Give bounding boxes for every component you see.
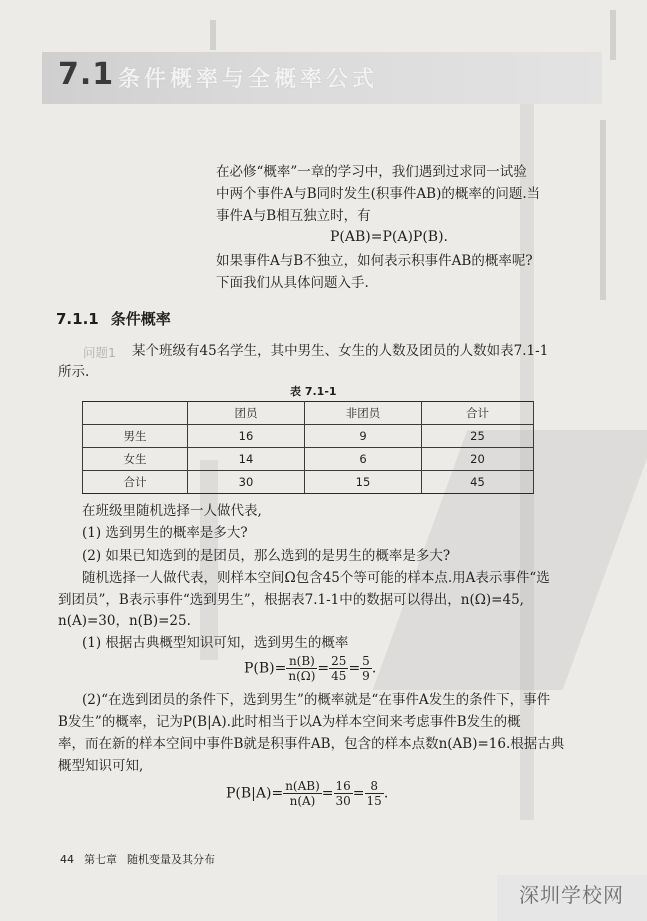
table-header-row	[83, 402, 534, 425]
table-cell: 45	[422, 471, 534, 494]
body-line: B发生”的概率，记为P(B|A).此时相当于以A为样本空间来考虑事件B发生的概	[58, 714, 521, 730]
table-cell: 男生	[83, 425, 188, 448]
formula-period: .	[383, 785, 389, 802]
background-watermark-stroke	[210, 20, 216, 50]
fraction-denominator: 15	[366, 794, 382, 808]
formula-text: =	[348, 660, 361, 677]
fraction	[286, 654, 317, 683]
probability-formula-1	[244, 654, 376, 683]
fraction	[329, 654, 348, 683]
fraction-numerator: 16	[335, 779, 351, 793]
formula-text: =	[321, 785, 334, 802]
formula-text: =	[352, 785, 365, 802]
chapter-title: 条件概率与全概率公式	[118, 67, 379, 92]
fraction	[283, 779, 322, 808]
fraction-numerator: 25	[331, 654, 347, 668]
fraction-denominator: 9	[362, 669, 370, 683]
table-cell: 合计	[83, 471, 188, 494]
fraction-denominator: n(A)	[289, 794, 316, 808]
table-header-cell: 非团员	[305, 402, 422, 425]
body-line: n(A)=30，n(B)=25.	[58, 613, 191, 629]
table-row	[83, 471, 534, 494]
fraction	[360, 654, 372, 683]
table-row	[83, 425, 534, 448]
chapter-number: 7.1	[58, 57, 115, 92]
background-watermark-stroke	[600, 120, 606, 300]
question-line: 某个班级有45名学生，其中男生、女生的人数及团员的人数如表7.1-1	[132, 343, 549, 359]
page-footer	[60, 851, 225, 867]
body-line: 随机选择一人做代表，则样本空间Ω包含45个等可能的样本点.用A表示事件“选	[82, 570, 550, 586]
fraction-numerator: n(B)	[286, 654, 317, 669]
site-watermark: 深圳学校网	[519, 883, 624, 907]
fraction-numerator: 5	[362, 654, 370, 668]
probability-formula-2	[226, 779, 388, 808]
table-cell: 15	[305, 471, 422, 494]
section-number: 7.1.1	[56, 310, 99, 328]
table-row	[83, 448, 534, 471]
body-line: 到团员”，B表示事件“选到男生”，根据表7.1-1中的数据可以得出，n(Ω)=45,	[58, 592, 524, 608]
formula-text: P(B)=	[244, 660, 287, 677]
footer-chapter-title: 随机变量及其分布	[127, 853, 215, 866]
table-cell: 25	[422, 425, 534, 448]
table-cell: 9	[305, 425, 422, 448]
formula-text: P(B|A)=	[226, 785, 284, 802]
page-number: 44	[60, 853, 74, 866]
fraction-denominator: 30	[335, 794, 351, 808]
fraction-denominator: n(Ω)	[288, 669, 316, 683]
fraction-denominator: 45	[331, 669, 347, 683]
table-cell: 女生	[83, 448, 188, 471]
intro-line: 在必修“概率”一章的学习中，我们遇到过求同一试验	[216, 164, 527, 180]
intro-line: 如果事件A与B不独立，如何表示积事件AB的概率呢?	[216, 253, 533, 269]
body-line: 率，而在新的样本空间中事件B就是积事件AB，包含的样本点数n(AB)=16.根据古典	[58, 736, 565, 752]
table-cell: 6	[305, 448, 422, 471]
body-line: (1) 选到男生的概率是多大?	[82, 525, 248, 541]
background-watermark-stroke	[610, 10, 616, 60]
formula-period: .	[371, 660, 377, 677]
table-header-cell	[83, 402, 188, 425]
data-table	[82, 401, 534, 494]
table-cell: 16	[188, 425, 305, 448]
fraction	[365, 779, 384, 808]
question-line: 所示.	[58, 364, 90, 380]
section-title: 条件概率	[110, 310, 171, 328]
table-caption: 表 7.1-1	[290, 385, 337, 398]
body-line: 在班级里随机选择一人做代表,	[82, 503, 262, 519]
body-line: (2) 如果已知选到的是团员，那么选到的是男生的概率是多大?	[82, 548, 451, 564]
question-tag: 问题1	[83, 345, 116, 360]
independence-formula: P(AB)=P(A)P(B).	[330, 229, 449, 245]
body-line: (2)“在选到团员的条件下，选到男生”的概率就是“在事件A发生的条件下，事件	[82, 692, 551, 708]
body-line: 概型知识可知,	[58, 758, 144, 774]
footer-chapter: 第七章	[84, 853, 117, 866]
intro-line: 下面我们从具体问题入手.	[216, 275, 369, 291]
section-heading	[56, 308, 171, 329]
fraction-numerator: 8	[365, 779, 384, 794]
formula-text: =	[317, 660, 330, 677]
table-cell: 14	[188, 448, 305, 471]
table-cell: 30	[188, 471, 305, 494]
table-cell: 20	[422, 448, 534, 471]
intro-line: 事件A与B相互独立时，有	[216, 208, 371, 224]
table-header-cell: 合计	[422, 402, 534, 425]
fraction-numerator: n(AB)	[285, 779, 320, 793]
table-header-cell: 团员	[188, 402, 305, 425]
intro-line: 中两个事件A与B同时发生(积事件AB)的概率的问题.当	[216, 186, 541, 202]
body-line: (1) 根据古典概型知识可知，选到男生的概率	[82, 635, 349, 651]
fraction	[334, 779, 353, 808]
